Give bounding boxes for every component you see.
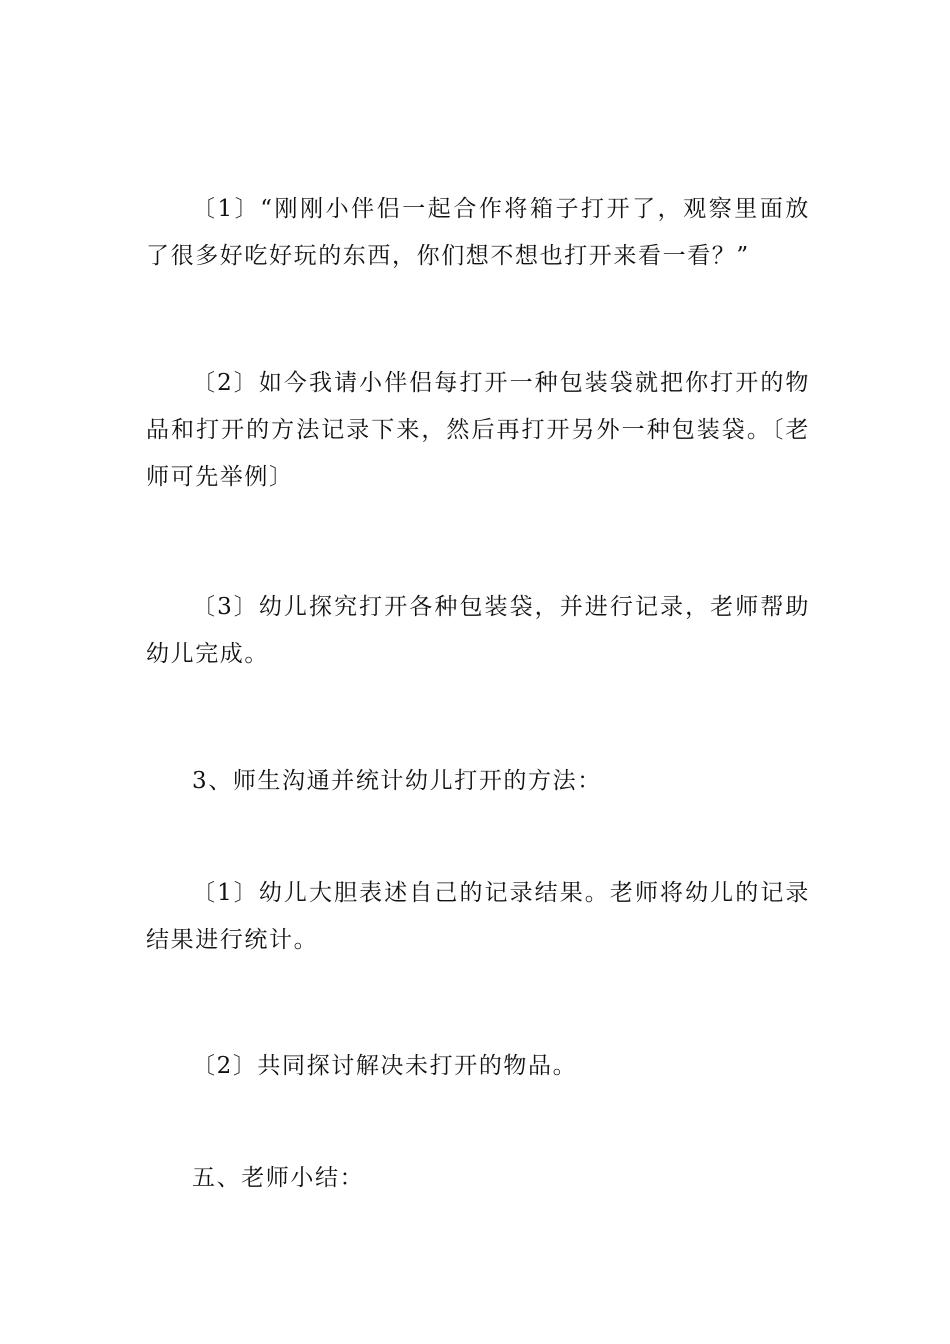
paragraph-describe-results: 〔1〕幼儿大胆表述自己的记录结果。老师将幼儿的记录结果进行统计。	[146, 880, 810, 953]
paragraph-discuss-unopened: 〔2〕共同探讨解决未打开的物品。	[192, 1053, 578, 1079]
section-heading-teacher-student-count: 3、师生沟通并统计幼儿打开的方法：	[192, 768, 602, 794]
paragraph-record-packaging: 〔2〕如今我请小伴侣每打开一种包装袋就把你打开的物品和打开的方法记录下来，然后再打开另外一种包装袋。〔老师可先举例〕	[146, 370, 810, 490]
paragraph-explore-packaging: 〔3〕幼儿探究打开各种包装袋，并进行记录，老师帮助幼儿完成。	[146, 594, 810, 667]
paragraph-open-box-question: 〔1〕“刚刚小伴侣一起合作将箱子打开了，观察里面放了很多好吃好玩的东西，你们想不想也打开来看一看？”	[146, 196, 810, 269]
section-heading-teacher-summary: 五、老师小结：	[192, 1165, 365, 1191]
